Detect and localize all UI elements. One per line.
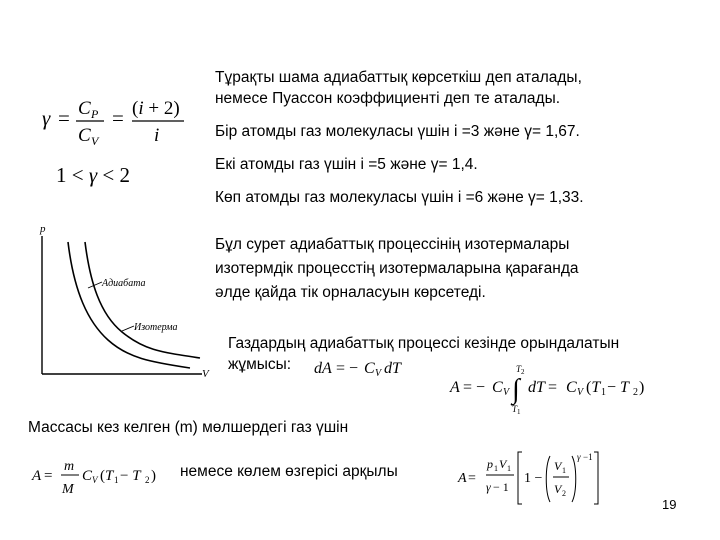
svg-text:): ) (151, 468, 156, 484)
poly-atomic-text: Көп атомды газ молекуласы үшін i =6 және γ= 1,33. (215, 189, 584, 206)
mono-atomic-text: Бір атомды газ молекуласы үшін i =3 және γ= 1,67. (215, 123, 580, 140)
svg-text:2: 2 (562, 489, 566, 498)
gamma-range-formula (54, 160, 144, 190)
mass-text: Массасы кез келген (m) мөлшердегі газ үшін (28, 419, 349, 436)
svg-text:γ: γ (42, 106, 51, 130)
svg-text:V: V (499, 457, 507, 471)
svg-text:γ: γ (577, 452, 581, 462)
work-line-1: Газдардың адиабаттық процессі кезінде орындалатын (228, 335, 620, 352)
svg-text:(T: (T (586, 379, 601, 396)
svg-text:γ: γ (486, 480, 491, 494)
isotherm-pointer (122, 326, 134, 331)
picture-line-3: әлде қайда тік орналасуын көрсетеді. (215, 284, 486, 301)
work-differential-formula (312, 355, 412, 381)
svg-text:1: 1 (601, 387, 606, 398)
svg-text:V: V (92, 475, 98, 485)
svg-text:=: = (468, 471, 476, 486)
work-volume-formula (456, 446, 616, 508)
svg-text:V: V (554, 459, 562, 473)
svg-text:dT: dT (384, 360, 401, 377)
work-line-2: жұмысы: (228, 356, 292, 373)
gamma-definition-formula (40, 92, 190, 148)
isotherm-curve (85, 242, 200, 358)
intro-line-1: Тұрақты шама адиабаттық көрсеткіш деп аталады, (215, 69, 582, 86)
picture-line-2: изотермдік процесстің изотермаларына қарағанда (215, 260, 579, 277)
svg-text:V: V (91, 134, 99, 148)
svg-text:1: 1 (494, 464, 498, 473)
svg-text:A: A (458, 471, 467, 486)
svg-text:− T: − T (607, 379, 629, 396)
svg-text:− 1: − 1 (493, 480, 509, 494)
svg-text:A: A (450, 379, 460, 396)
svg-text:C: C (82, 468, 93, 484)
svg-text:=: = (44, 468, 53, 484)
svg-text:1: 1 (562, 466, 566, 475)
graph-y-axis-label: p (40, 223, 46, 235)
adiabat-curve (68, 242, 190, 368)
svg-text:(T: (T (100, 468, 114, 484)
svg-text:dT: dT (528, 379, 545, 396)
page-number: 19 (662, 497, 677, 512)
adiabat-label: Адиабата (102, 278, 146, 289)
volume-text: немесе көлем өзгерісі арқылы (180, 463, 398, 480)
svg-text:C: C (492, 379, 503, 396)
svg-text:V: V (577, 387, 584, 398)
svg-text:(i + 2): (i + 2) (132, 98, 180, 119)
svg-text:1 −: 1 − (524, 471, 543, 486)
svg-text:C: C (78, 125, 91, 146)
svg-text:= −: = − (463, 379, 486, 396)
svg-text:V: V (375, 368, 382, 379)
svg-text:=: = (548, 379, 558, 396)
svg-text:2: 2 (633, 387, 638, 398)
svg-text:−1: −1 (583, 452, 593, 462)
svg-text:C: C (566, 379, 577, 396)
isotherm-label: Изотерма (134, 322, 178, 333)
svg-text:1: 1 (114, 475, 119, 485)
svg-text:∫: ∫ (512, 374, 520, 405)
svg-text:C: C (364, 360, 375, 377)
di-atomic-text: Екі атомды газ үшін i =5 және γ= 1,4. (215, 156, 478, 173)
svg-text:i: i (154, 125, 160, 146)
svg-text:): ) (639, 379, 645, 396)
svg-text:1: 1 (517, 408, 521, 416)
svg-text:=: = (58, 106, 70, 130)
svg-text:2: 2 (145, 475, 150, 485)
svg-text:V: V (503, 387, 510, 398)
work-mass-formula (30, 450, 170, 502)
svg-text:2: 2 (521, 368, 525, 376)
adiabat-isotherm-graph (30, 222, 216, 382)
work-integral-formula (448, 360, 648, 416)
svg-text:1: 1 (507, 464, 511, 473)
svg-text:V: V (554, 482, 562, 496)
svg-text:C: C (78, 98, 91, 119)
graph-x-axis-label: V (202, 368, 209, 380)
svg-text:=: = (112, 106, 124, 130)
svg-text:m: m (64, 459, 75, 474)
svg-text:= −: = − (336, 360, 359, 377)
svg-text:p: p (487, 457, 493, 471)
intro-line-2: немесе Пуассон коэффициенті деп те аталады. (215, 90, 561, 107)
svg-text:1 < γ < 2: 1 < γ < 2 (56, 163, 130, 187)
picture-line-1: Бұл сурет адиабаттық процессінің изотермалары (215, 236, 570, 253)
svg-text:M: M (62, 482, 74, 497)
svg-text:A: A (32, 468, 42, 484)
svg-text:T: T (512, 404, 518, 414)
svg-text:T: T (516, 364, 522, 374)
svg-text:dA: dA (314, 360, 332, 377)
svg-text:P: P (91, 107, 99, 121)
svg-text:− T: − T (120, 468, 141, 484)
